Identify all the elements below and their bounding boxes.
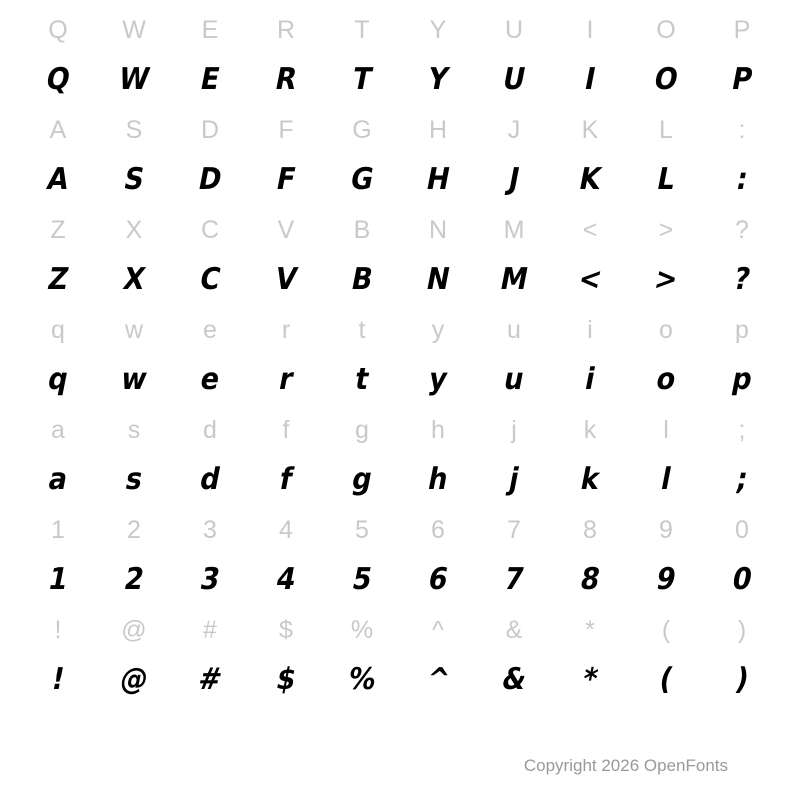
glyph-cell: i: [582, 362, 599, 397]
glyph-cell: E: [197, 62, 223, 97]
glyph-cell: w: [118, 362, 150, 397]
glyph-cell: a: [45, 462, 71, 497]
glyph-cell: D: [195, 162, 225, 197]
glyph-cell: #: [203, 615, 217, 644]
glyph-cell: y: [425, 362, 451, 397]
glyph-cell: Z: [44, 262, 72, 297]
glyph-cell: M: [503, 215, 525, 244]
glyph-row-reference: [20, 6, 780, 54]
glyph-cell: *: [585, 615, 595, 644]
glyph-cell: d: [197, 462, 224, 497]
glyph-cell: l: [658, 462, 675, 497]
glyph-cell: 3: [197, 562, 223, 597]
glyph-cell: p: [729, 362, 756, 397]
glyph-cell: T: [349, 62, 375, 97]
glyph-cell: N: [423, 262, 453, 297]
glyph-cell: 8: [577, 562, 603, 597]
glyph-cell: e: [203, 315, 217, 344]
glyph-cell: Q: [48, 15, 68, 44]
glyph-cell: B: [353, 215, 371, 244]
glyph-cell: <: [575, 262, 605, 297]
glyph-cell: Y: [424, 62, 452, 97]
glyph-cell: l: [663, 415, 669, 444]
glyph-cell: 9: [659, 515, 673, 544]
glyph-cell: Z: [50, 215, 66, 244]
glyph-cell: Y: [429, 15, 447, 44]
glyph-cell: i: [587, 315, 593, 344]
glyph-cell: A: [44, 162, 72, 197]
glyph-cell: 6: [431, 515, 445, 544]
glyph-cell: g: [355, 415, 369, 444]
glyph-cell: o: [653, 362, 679, 397]
glyph-cell: k: [583, 415, 597, 444]
glyph-cell: @: [121, 615, 147, 644]
glyph-cell: 1: [45, 562, 71, 597]
glyph-row-reference: [20, 406, 780, 454]
glyph-cell: F: [278, 115, 294, 144]
glyph-cell: I: [586, 15, 594, 44]
glyph-cell: V: [272, 262, 300, 297]
glyph-cell: O: [651, 62, 681, 97]
glyph-cell: U: [499, 62, 529, 97]
glyph-grid: [0, 6, 800, 706]
glyph-cell: 5: [355, 515, 369, 544]
glyph-cell: S: [125, 115, 143, 144]
glyph-cell: r: [281, 315, 291, 344]
glyph-cell: Q: [43, 62, 73, 97]
glyph-cell: R: [272, 62, 300, 97]
glyph-cell: #: [195, 662, 225, 697]
glyph-cell: f: [282, 415, 290, 444]
glyph-cell: h: [431, 415, 445, 444]
glyph-cell: G: [347, 162, 377, 197]
glyph-cell: I: [581, 62, 599, 97]
glyph-cell: p: [735, 315, 749, 344]
glyph-cell: t: [352, 362, 372, 397]
glyph-cell: X: [125, 215, 143, 244]
glyph-cell: ?: [730, 262, 754, 297]
glyph-cell: ?: [735, 215, 749, 244]
glyph-cell: U: [504, 15, 524, 44]
glyph-cell: P: [733, 15, 751, 44]
glyph-cell: V: [277, 215, 295, 244]
glyph-cell: 7: [501, 562, 527, 597]
glyph-cell: o: [659, 315, 673, 344]
glyph-row-sample: [20, 454, 780, 506]
glyph-cell: :: [738, 115, 746, 144]
glyph-cell: ;: [733, 462, 751, 497]
glyph-cell: R: [276, 15, 296, 44]
glyph-cell: W: [122, 15, 146, 44]
glyph-cell: ): [732, 662, 752, 697]
glyph-cell: &: [498, 662, 530, 697]
glyph-row-reference: [20, 306, 780, 354]
glyph-cell: 4: [273, 562, 299, 597]
glyph-cell: &: [505, 615, 523, 644]
glyph-row-reference: [20, 606, 780, 654]
glyph-cell: ^: [432, 615, 444, 644]
glyph-row-sample: [20, 354, 780, 406]
glyph-cell: J: [507, 115, 521, 144]
glyph-cell: !: [54, 615, 62, 644]
glyph-cell: %: [345, 662, 380, 697]
glyph-cell: h: [425, 462, 452, 497]
glyph-cell: (: [661, 615, 671, 644]
glyph-cell: G: [352, 115, 372, 144]
glyph-cell: N: [428, 215, 448, 244]
glyph-cell: E: [201, 15, 219, 44]
glyph-cell: *: [579, 662, 601, 697]
glyph-cell: T: [354, 15, 370, 44]
glyph-cell: d: [203, 415, 217, 444]
glyph-cell: t: [358, 315, 366, 344]
glyph-cell: q: [45, 362, 72, 397]
glyph-cell: 0: [735, 515, 749, 544]
glyph-cell: w: [124, 315, 144, 344]
glyph-cell: f: [276, 462, 296, 497]
glyph-cell: 5: [349, 562, 375, 597]
glyph-cell: (: [656, 662, 676, 697]
glyph-cell: 9: [653, 562, 679, 597]
glyph-cell: $: [279, 615, 293, 644]
glyph-cell: H: [428, 115, 448, 144]
glyph-cell: F: [273, 162, 299, 197]
glyph-cell: g: [349, 462, 376, 497]
glyph-cell: 4: [279, 515, 293, 544]
glyph-cell: j: [511, 415, 517, 444]
glyph-cell: :: [733, 162, 751, 197]
glyph-row-reference: [20, 106, 780, 154]
glyph-cell: !: [48, 662, 68, 697]
glyph-cell: L: [659, 115, 673, 144]
glyph-row-sample: [20, 554, 780, 606]
glyph-cell: ): [737, 615, 747, 644]
glyph-cell: e: [197, 362, 223, 397]
copyright-notice: Copyright 2026 OpenFonts: [523, 756, 728, 775]
glyph-cell: q: [51, 315, 65, 344]
glyph-cell: j: [506, 462, 523, 497]
glyph-cell: 6: [425, 562, 451, 597]
glyph-cell: ^: [423, 662, 453, 697]
glyph-cell: s: [122, 462, 146, 497]
glyph-cell: <: [582, 215, 598, 244]
glyph-cell: S: [120, 162, 148, 197]
glyph-cell: 3: [203, 515, 217, 544]
glyph-cell: P: [728, 62, 756, 97]
glyph-row-reference: [20, 206, 780, 254]
glyph-cell: 0: [729, 562, 755, 597]
glyph-cell: 2: [121, 562, 147, 597]
glyph-cell: W: [115, 62, 153, 97]
glyph-cell: 7: [507, 515, 521, 544]
glyph-cell: K: [576, 162, 604, 197]
glyph-cell: %: [350, 615, 374, 644]
glyph-cell: A: [49, 115, 67, 144]
glyph-row-sample: [20, 654, 780, 706]
glyph-row-reference: [20, 506, 780, 554]
glyph-cell: >: [658, 215, 674, 244]
glyph-cell: 2: [127, 515, 141, 544]
glyph-cell: D: [200, 115, 220, 144]
glyph-cell: 1: [51, 515, 65, 544]
glyph-cell: 8: [583, 515, 597, 544]
glyph-cell: X: [120, 262, 148, 297]
glyph-cell: k: [577, 462, 603, 497]
glyph-cell: C: [196, 262, 224, 297]
glyph-cell: M: [497, 262, 531, 297]
glyph-cell: C: [200, 215, 220, 244]
glyph-cell: a: [51, 415, 65, 444]
glyph-cell: B: [348, 262, 376, 297]
glyph-row-sample: [20, 154, 780, 206]
glyph-cell: H: [423, 162, 453, 197]
glyph-cell: >: [651, 262, 681, 297]
glyph-cell: y: [431, 315, 445, 344]
glyph-cell: s: [127, 415, 141, 444]
glyph-cell: r: [276, 362, 297, 397]
glyph-row-sample: [20, 254, 780, 306]
glyph-cell: K: [581, 115, 599, 144]
glyph-cell: ;: [738, 415, 746, 444]
glyph-cell: L: [654, 162, 679, 197]
glyph-cell: u: [507, 315, 521, 344]
glyph-row-sample: [20, 54, 780, 106]
glyph-cell: @: [117, 662, 151, 697]
glyph-cell: J: [505, 162, 523, 197]
glyph-cell: O: [656, 15, 676, 44]
glyph-cell: $: [273, 662, 299, 697]
glyph-cell: u: [501, 362, 528, 397]
